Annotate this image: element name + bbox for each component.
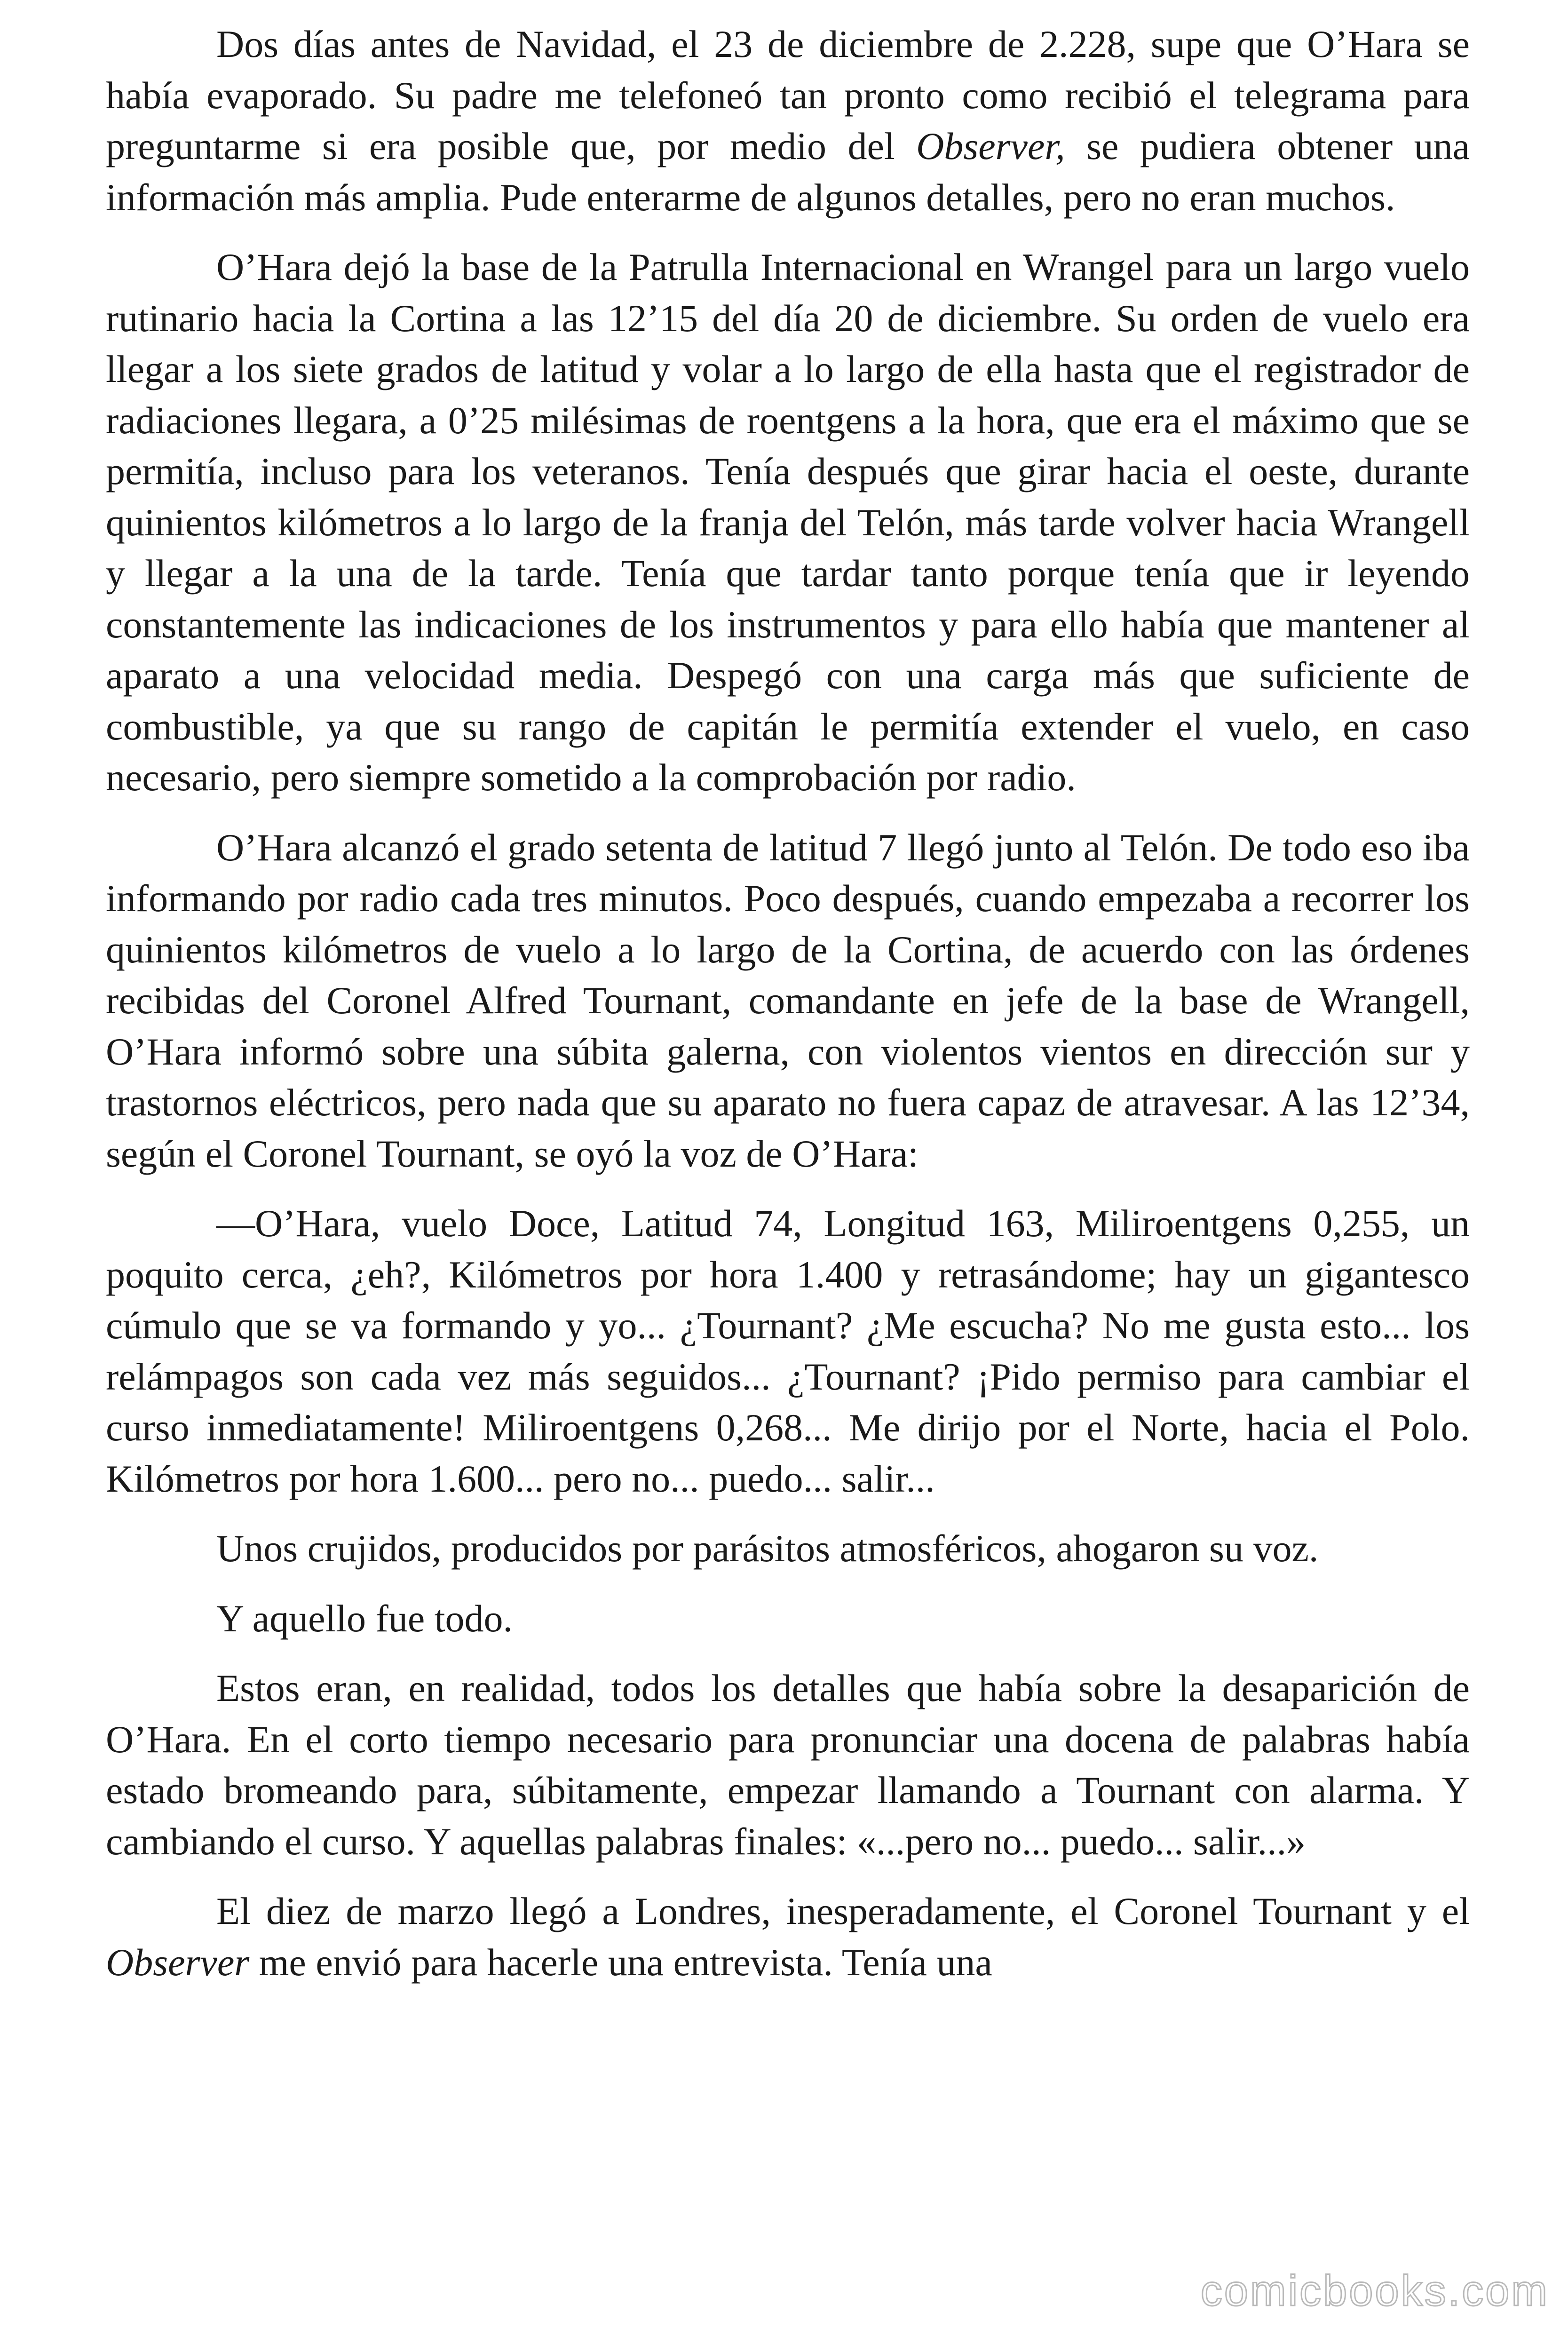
paragraph-5-text: Unos crujidos, producidos por parásitos atmosféricos, ahogaron su voz. bbox=[216, 1527, 1319, 1570]
paragraph-6-text: Y aquello fue todo. bbox=[216, 1597, 513, 1640]
paragraph-6 bbox=[106, 1593, 1470, 1645]
paragraph-3-text: O’Hara alcanzó el grado setenta de latitud 7 llegó junto al Telón. De todo eso iba informando por radio cada tres minutos. Poco después, cuando empezaba a recorrer los quinientos kilómetros de vuelo a lo largo de la Cortina, de acuerdo con las órdenes recibidas del Coronel Alfred Tournant, comandante en jefe de la base de Wrangell, O’Hara informó sobre una súbita galerna, con violentos vientos en dirección sur y trastornos eléctricos, pero nada que su aparato no fuera capaz de atravesar. A las 12’34, según el Coronel Tournant, se oyó la voz de O’Hara: bbox=[106, 826, 1470, 1175]
paragraph-8-text-a: El diez de marzo llegó a Londres, inesperadamente, el Coronel Tournant y el bbox=[216, 1890, 1470, 1932]
paragraph-2-text: O’Hara dejó la base de la Patrulla Internacional en Wrangel para un largo vuelo rutinario hacia la Cortina a las 12’15 del día 20 de diciembre. Su orden de vuelo era llegar a los siete grados de latitud y volar a lo largo de ella hasta que el registrador de radiaciones llegara, a 0’25 milésimas de roentgens a la hora, que era el máximo que se permitía, incluso para los veteranos. Tenía después que girar hacia el oeste, durante quinientos kilómetros a lo largo de la franja del Telón, más tarde volver hacia Wrangell y llegar a la una de la tarde. Tenía que tardar tanto porque tenía que ir leyendo constantemente las indicaciones de los instrumentos y para ello había que mantener al aparato a una velocidad media. Despegó con una carga más que suficiente de combustible, ya que su rango de capitán le permitía extender el vuelo, en caso necesario, pero siempre sometido a la comprobación por radio. bbox=[106, 246, 1470, 799]
paragraph-5 bbox=[106, 1523, 1470, 1574]
document-page bbox=[106, 19, 1470, 2007]
paragraph-4-radio-transcript bbox=[106, 1198, 1470, 1504]
paragraph-8 bbox=[106, 1886, 1470, 1988]
paragraph-1-publication-name: Observer, bbox=[916, 125, 1065, 167]
paragraph-1 bbox=[106, 19, 1470, 223]
paragraph-7 bbox=[106, 1663, 1470, 1867]
paragraph-8-text-b: me envió para hacerle una entrevista. Tenía una bbox=[249, 1940, 992, 1984]
paragraph-1-text-b: se pudiera obtener una información más amplia. Pude enterarme de algunos detalles, pero no eran muchos. bbox=[106, 125, 1470, 219]
paragraph-3 bbox=[106, 822, 1470, 1180]
paragraph-2 bbox=[106, 242, 1470, 803]
watermark-logo: comicbooks.com bbox=[1200, 2267, 1549, 2315]
paragraph-8-publication-name: Observer bbox=[106, 1940, 250, 1984]
paragraph-1-text-a: Dos días antes de Navidad, el 23 de diciembre de 2.228, supe que O’Hara se había evaporado. Su padre me telefoneó tan pronto como recibió el telegrama para preguntarme si era posible que, por medio del bbox=[106, 23, 1470, 167]
paragraph-7-text: Estos eran, en realidad, todos los detalles que había sobre la desaparición de O’Hara. En el corto tiempo necesario para pronunciar una docena de palabras había estado bromeando para, súbitamente, empezar llamando a Tournant con alarma. Y cambiando el curso. Y aquellas palabras finales: «...pero no... puedo... salir...» bbox=[106, 1667, 1470, 1863]
paragraph-4-text: —O’Hara, vuelo Doce, Latitud 74, Longitud 163, Miliroentgens 0,255, un poquito cerca, ¿eh?, Kilómetros por hora 1.400 y retrasándome; hay un gigantesco cúmulo que se va formando y yo... ¿Tournant? ¿Me escucha? No me gusta esto... los relámpagos son cada vez más seguidos... ¿Tournant? ¡Pido permiso para cambiar el curso inmediatamente! Miliroentgens 0,268... Me dirijo por el Norte, hacia el Polo. Kilómetros por hora 1.600... pero no... puedo... salir... bbox=[106, 1202, 1470, 1500]
